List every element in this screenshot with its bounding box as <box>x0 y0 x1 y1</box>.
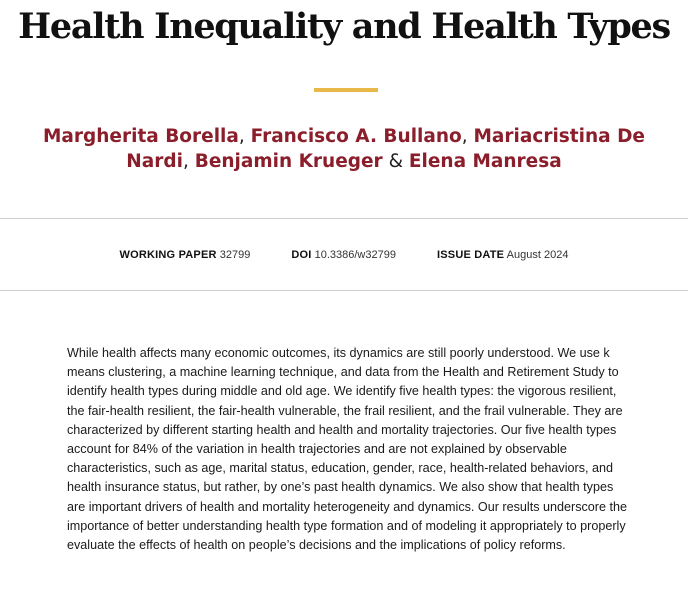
issue-date-label: ISSUE DATE <box>437 249 505 261</box>
title-accent-bar <box>314 88 378 92</box>
author-link[interactable]: Elena Manresa <box>408 151 562 172</box>
author-separator: , <box>238 126 251 147</box>
issue-date-info <box>437 249 568 261</box>
working-paper-info <box>120 249 251 261</box>
author-link[interactable]: Mariacristina De Nardi <box>126 126 645 172</box>
page-title: Health Inequality and Health Types <box>18 6 670 47</box>
divider-bottom <box>0 290 688 291</box>
author-link[interactable]: Benjamin Krueger <box>194 151 383 172</box>
author-link[interactable]: Margherita Borella <box>43 126 239 147</box>
working-paper-label: WORKING PAPER <box>119 249 217 261</box>
author-link[interactable]: Francisco A. Bullano <box>250 126 462 147</box>
issue-date-value: August 2024 <box>506 249 569 261</box>
abstract-text: While health affects many economic outcomes, its dynamics are still poorly understood. We use k means clustering, a machine learning technique, and data from the Health and Retirement Study to identify health types during middle and old age. We identify five health types: the vigorous resilient, the fair-health resilient, the fair-health vulnerable, the frail resilient, and the frail vulnerable. They are characterized by different starting health and health and mortality trajectories. Our five health types account for 84% of the variation in health trajectories and are not explained by observable characteristics, such as age, marital status, education, gender, race, health-related behaviors, and health insurance status, but rather, by one’s past health dynamics. We also show that health types are important drivers of health and mortality heterogeneity and dynamics. Our results underscore the importance of better understanding health type formation and of modeling it appropriately to properly evaluate the effects of health on people’s decisions and the implications of policy reforms. <box>67 346 628 553</box>
divider-top <box>0 218 688 219</box>
author-separator: , <box>182 151 195 172</box>
author-list <box>40 124 648 174</box>
doi-info <box>291 249 396 261</box>
doi-value[interactable]: 10.3386/w32799 <box>314 249 396 261</box>
author-separator: , <box>461 126 474 147</box>
working-paper-number: 32799 <box>219 249 251 261</box>
doi-label: DOI <box>291 249 312 261</box>
paper-meta <box>0 249 688 261</box>
author-conjunction: & <box>382 151 409 172</box>
